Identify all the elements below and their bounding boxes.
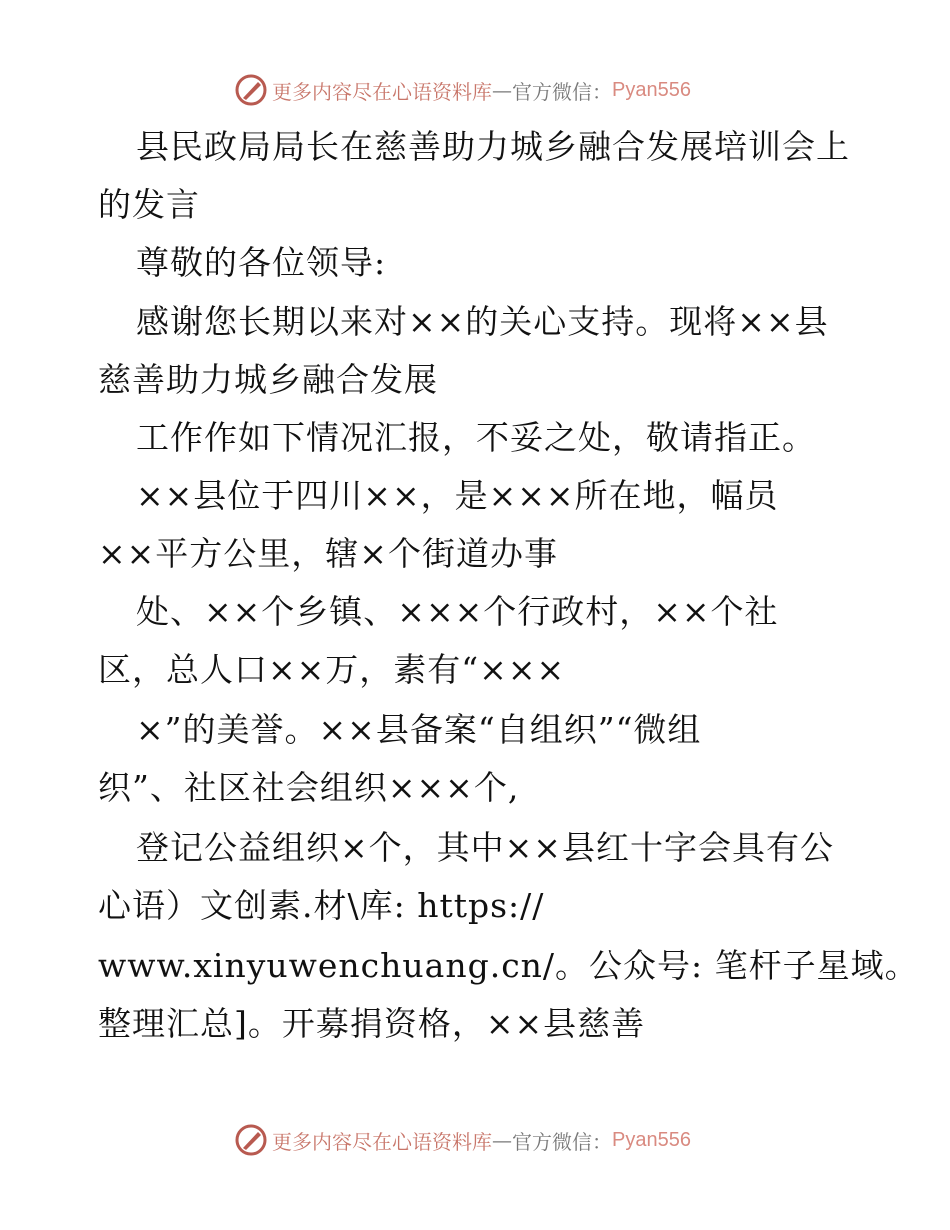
text-line: 心语）文创素.材\库: https:// [98,886,545,925]
text-line: 县民政局局长在慈善助力城乡融合发展培训会上 [136,127,850,166]
text-line: www.xinyuwenchuang.cn/。公众号: 笔杆子星域。 [98,946,919,985]
pen-logo-icon [234,1123,268,1157]
header-watermark [234,70,691,110]
text-line: 慈善助力城乡融合发展 [98,360,438,399]
text-line: ×”的美誉。××县备案“自组织”“微组 [136,710,702,749]
text-line: 的发言 [98,185,200,224]
text-line: 感谢您长期以来对××的关心支持。现将××县 [136,302,829,341]
watermark-wechat-id: Pyan556 [612,78,691,101]
watermark-dash: — [492,1128,512,1152]
pen-logo-icon [234,73,268,107]
watermark-wechat-label: 官方微信： [512,79,612,104]
text-line: ××县位于四川××，是×××所在地，幅员 [136,476,779,515]
text-line: ××平方公里，辖×个街道办事 [98,534,558,573]
text-line: 织”、社区社会组织×××个, [98,768,520,807]
watermark-wechat-id: Pyan556 [612,1128,691,1151]
watermark-wechat-label: 官方微信： [512,1129,612,1154]
footer-watermark [234,1120,691,1160]
watermark-site-text: 更多内容尽在心语资料库 [272,1129,492,1154]
text-line: 登记公益组织×个，其中××县红十字会具有公 [136,828,834,867]
text-line: 整理汇总]。开募捐资格，××县慈善 [98,1004,646,1043]
text-line: 处、××个乡镇、×××个行政村，××个社 [136,592,779,631]
text-line: 尊敬的各位领导: [136,243,387,282]
text-line: 工作作如下情况汇报，不妥之处，敬请指正。 [136,418,816,457]
watermark-dash: — [492,78,512,102]
watermark-site-text: 更多内容尽在心语资料库 [272,79,492,104]
text-line: 区，总人口××万，素有“××× [98,650,566,689]
